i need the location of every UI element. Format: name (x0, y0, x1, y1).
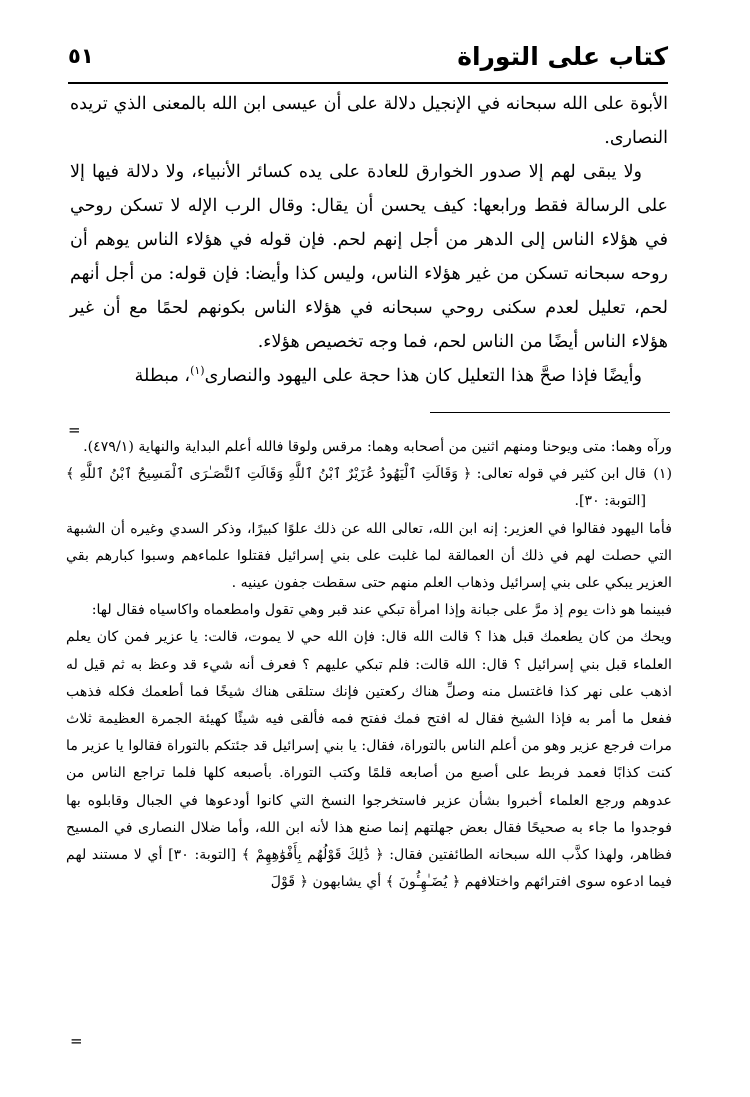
main-text (70, 87, 668, 393)
footnote-intro: قال ابن كثير في قوله تعالى: (476, 466, 646, 483)
continuation-end-mark: = (70, 1032, 83, 1050)
footnote-paragraph: فبينما هو ذات يوم إذ مرَّ على جبانة وإذا امرأة تبكي عند قبر وهي تقول وامطعماه واكاسياه فقال لها: (91, 602, 672, 619)
verse-citation: [التوبة: ٣٠]. (574, 493, 646, 510)
page-number: ٥١ (68, 44, 94, 68)
body-text-after-ref: ، مبطلة (134, 366, 191, 386)
body-paragraph: ولا يبقى لهم إلا صدور الخوارق للعادة على يده كسائر الأنبياء، ولا دلالة فيها إلا على الرسالة فقط ورابعها: كيف يحسن أن يقال: وقال الرب الإله لا تسكن روحي في هؤلاء الناس إلى الدهر من أجل إنهم لحم. فإن قوله في هؤلاء الناس يوهم أن روحه سبحانه تسكن من غير هؤلاء الناس، وليس كذا وأيضا: فإن قوله: من أجل أنهم لحم، تعليل لعدم سكنى روحي سبحانه في هؤلاء الناس بكونهم لحمًا مع أن غير هؤلاء الناس أيضًا من الناس لحم، فما وجه تخصيص هؤلاء. (70, 162, 668, 352)
footnotes (66, 434, 672, 896)
quran-verse: ﴿ وَقَالَتِ ٱلْيَهُودُ عُزَيْرٌ ٱبْنُ ٱللَّهِ وَقَالَتِ ٱلنَّصَـٰرَى ٱلْمَسِيحُ ٱبْنُ ٱللَّهِ ﴾ (66, 466, 472, 483)
footnote-reference: (١) (190, 364, 205, 378)
footnote-paragraph: فأما اليهود فقالوا في العزير: إنه ابن الله، تعالى الله عن ذلك علوًا كبيرًا، وذكر السدي وغيره أن الشبهة التي حصلت لهم في ذلك أن العمالقة لما غلبت على بني إسرائيل فقتلوا علماءهم وسبوا كبارهم بقي العزير يبكي على بني إسرائيل وذهاب العلم منهم حتى سقطت جفون عينيه . (66, 520, 672, 592)
page-header (68, 40, 668, 84)
continuation-mark: = (68, 421, 81, 439)
footnote-number: (١) (653, 466, 672, 483)
body-paragraph-last (70, 359, 668, 393)
footnote-1 (66, 461, 672, 515)
footnote-separator (430, 412, 670, 413)
body-text-before-ref: وأيضًا فإذا صحَّ هذا التعليل كان هذا حجة على اليهود والنصارى (204, 366, 642, 386)
body-paragraph: الأبوة على الله سبحانه في الإنجيل دلالة على أن عيسى ابن الله بالمعنى الذي تريده النصارى. (70, 94, 668, 148)
footnote-continuation: ورآه وهما: متى ويوحنا ومنهم اثنين من أصحابه وهما: مرقس ولوقا فالله أعلم البداية والنهاية (٤٧٩/١). (83, 439, 672, 455)
footnote-paragraph: ويحك من كان يطعمك قبل هذا ؟ قالت الله قال: فإن الله حي لا يموت، قالت: يا عزير فمن كان يعلم العلماء قبل بني إسرائيل ؟ قال: الله قالت: فلم تبكي عليهم ؟ فعرف أنه شيء قد وعظ به ثم قيل له اذهب على نهر كذا فاغتسل منه وصلِّ هناك ركعتين فإنك ستلقى هناك شيخًا فما أطعمك فكله فذهب ففعل ما أمر به فإذا الشيخ فقال له افتح فمك ففتح فمه فألقى فيه شيئًا كهيئة الجمرة العظيمة ثلاث مرات فرجع عزير وهو من أعلم الناس بالتوراة، فقال: يا بني إسرائيل قد جئتكم بالتوراة فقالوا يا عزير ما كنت كذابًا فعمد فربط على أصبع من أصابعه قلمًا وكتب التوراة. بأصبعه كلها فلما تراجع الناس من عدوهم ورجع العلماء أخبروا بشأن عزير فاستخرجوا النسخ التي كانوا أودعوها في الجبال وقابلوه بها فوجدوا ما جاء به صحيحًا فقال بعض جهلتهم إنما صنع هذا لأنه ابن الله، وأما ضلال النصارى في المسيح فظاهر، ولهذا كذَّب الله سبحانه الطائفتين فقال: ﴿ ذَٰلِكَ قَوْلُهُم بِأَفْوَٰهِهِمْ ﴾ [التوبة: ٣٠] أي لا مستند لهم فيما ادعوه سوى افترائهم واختلافهم ﴿ يُضَـٰهِـُٔونَ ﴾ أي يشابهون ﴿ قَوْلَ (66, 629, 672, 891)
book-title: كتاب على التوراة (457, 42, 668, 71)
